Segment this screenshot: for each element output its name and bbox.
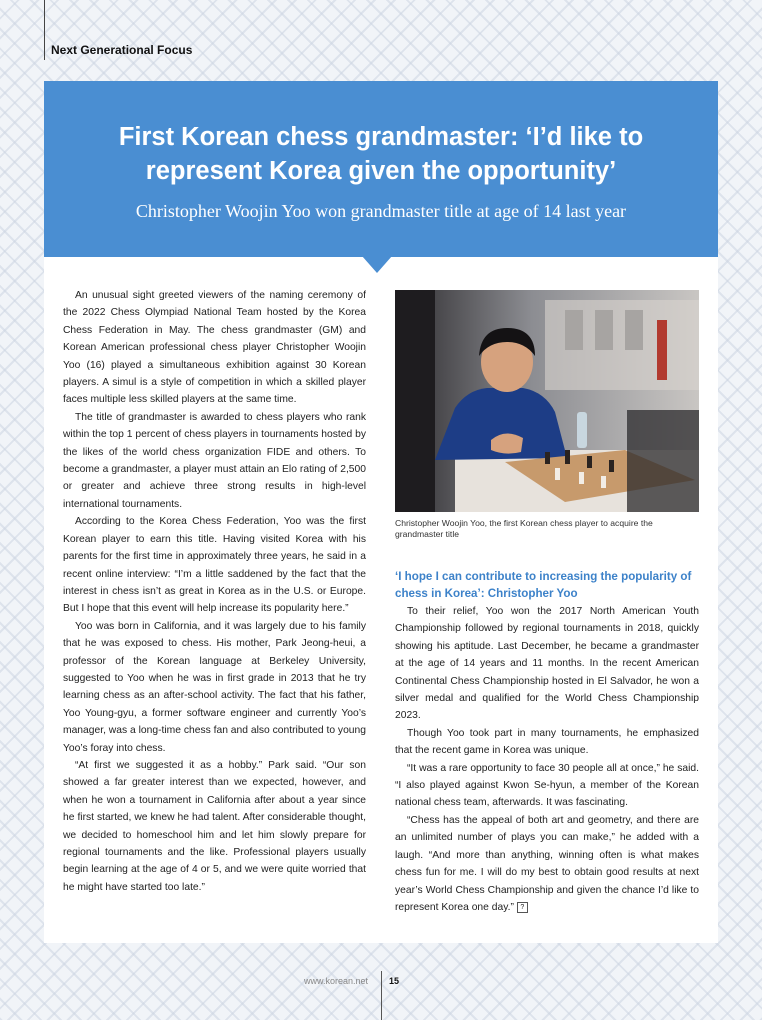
right-column — [395, 603, 699, 916]
paragraph: “It was a rare opportunity to face 30 people all at once,” he said. “I also played against Kwon Se-hyun, a member of the Korean national chess team, afterwards. It was fascinating. — [395, 762, 699, 809]
article-subtitle: Christopher Woojin Yoo won grandmaster title at age of 14 last year — [135, 200, 627, 221]
end-mark-icon: ? — [517, 902, 528, 913]
paragraph: Yoo was born in California, and it was largely due to his family that he was exposed to chess. His mother, Park Jeong-heui, a professor of the Korean language at Berkeley University, suggested to Yoo when he was in first grade in 2013 that he try learning chess as an after-school activity. The fact that his father, Yoo Young-gyu, a former software engineer and currently Yoo’s manager, was a long-time chess fan and also contributed to young Yoo’s foray into chess. — [63, 620, 366, 754]
paragraph: Though Yoo took part in many tournaments, he emphasized that the recent game in Korea was unique. — [395, 727, 699, 757]
section-subhead: ‘I hope I can contribute to increasing the popularity of chess in Korea’: Christopher Yoo — [395, 570, 692, 600]
footer-rule — [381, 971, 382, 1020]
left-column — [63, 287, 366, 896]
banner-pointer — [362, 256, 392, 273]
paragraph-text: “Chess has the appeal of both art and geometry, and there are an unlimited number of plays you can make,” he added with a laugh. “And more than anything, winning often is what makes chess fun for me. I will do my best to obtain good results at next year’s World Chess Championship and given the chance I’d like to represent Korea one day.” — [395, 814, 699, 913]
paragraph: According to the Korea Chess Federation, Yoo was the first Korean player to earn this title. Having visited Korea with his parents for the first time in approximately three years, he said in a recent online interview: “I’m a little saddened by the fact that the interest in chess isn’t as great in Korea as in the U.S. or Europe. But I hope that this event will help increase its popularity here.” — [63, 516, 366, 615]
section-rule — [44, 0, 45, 60]
paragraph: “At first we suggested it as a hobby.” Park said. “Our son showed a far greater interest than we expected, however, and when he won a tournament in California after about a year since he first started, we knew he had talent. After considerable thought, we decided to homeschool him and let him slowly prepare for regional tournaments and the like. Professional players usually begin learning at the age of 4 or 5, and we were quite worried that he might have started too late.” — [63, 759, 366, 893]
section-label: Next Generational Focus — [51, 43, 193, 57]
page-number: 15 — [389, 976, 400, 986]
title-banner — [44, 81, 718, 257]
chess-player-illustration — [395, 290, 699, 512]
article-title: First Korean chess grandmaster: ‘I’d like to represent Korea given the opportunity’ — [118, 123, 644, 185]
footer-url: www.korean.net — [304, 976, 369, 986]
paragraph: An unusual sight greeted viewers of the naming ceremony of the 2022 Chess Olympiad National Team hosted by the Korea Chess Federation in May. The chess grandmaster (GM) and Korean American professional chess player Christopher Woojin Yoo (16) played a simultaneous exhibition against 30 Korean players. A simul is a style of competition in which a skilled player faces multiple less skilled players at the same time. — [63, 290, 366, 406]
photo-caption: Christopher Woojin Yoo, the first Korean chess player to acquire the grandmaster title — [395, 518, 653, 539]
paragraph: To their relief, Yoo won the 2017 North American Youth Championship followed by regional tournaments in 2018, quickly showing his aptitude. Last December, he became a grandmaster at the age of 14 years and 11 months. In the recent American Continental Chess Championship hosted in El Salvador, he won a silver medal and qualified for the World Chess Championship 2023. — [395, 606, 699, 722]
last-paragraph — [395, 812, 699, 916]
paragraph: The title of grandmaster is awarded to chess players who rank within the top 1 percent of chess players in tournaments hosted by the likes of the world chess organization FIDE and others. To become a grandmaster, a player must attain an Elo rating of 2,500 or greater and achieve three strong results in high-level international tournaments. — [63, 411, 366, 510]
article-photo — [395, 290, 699, 512]
